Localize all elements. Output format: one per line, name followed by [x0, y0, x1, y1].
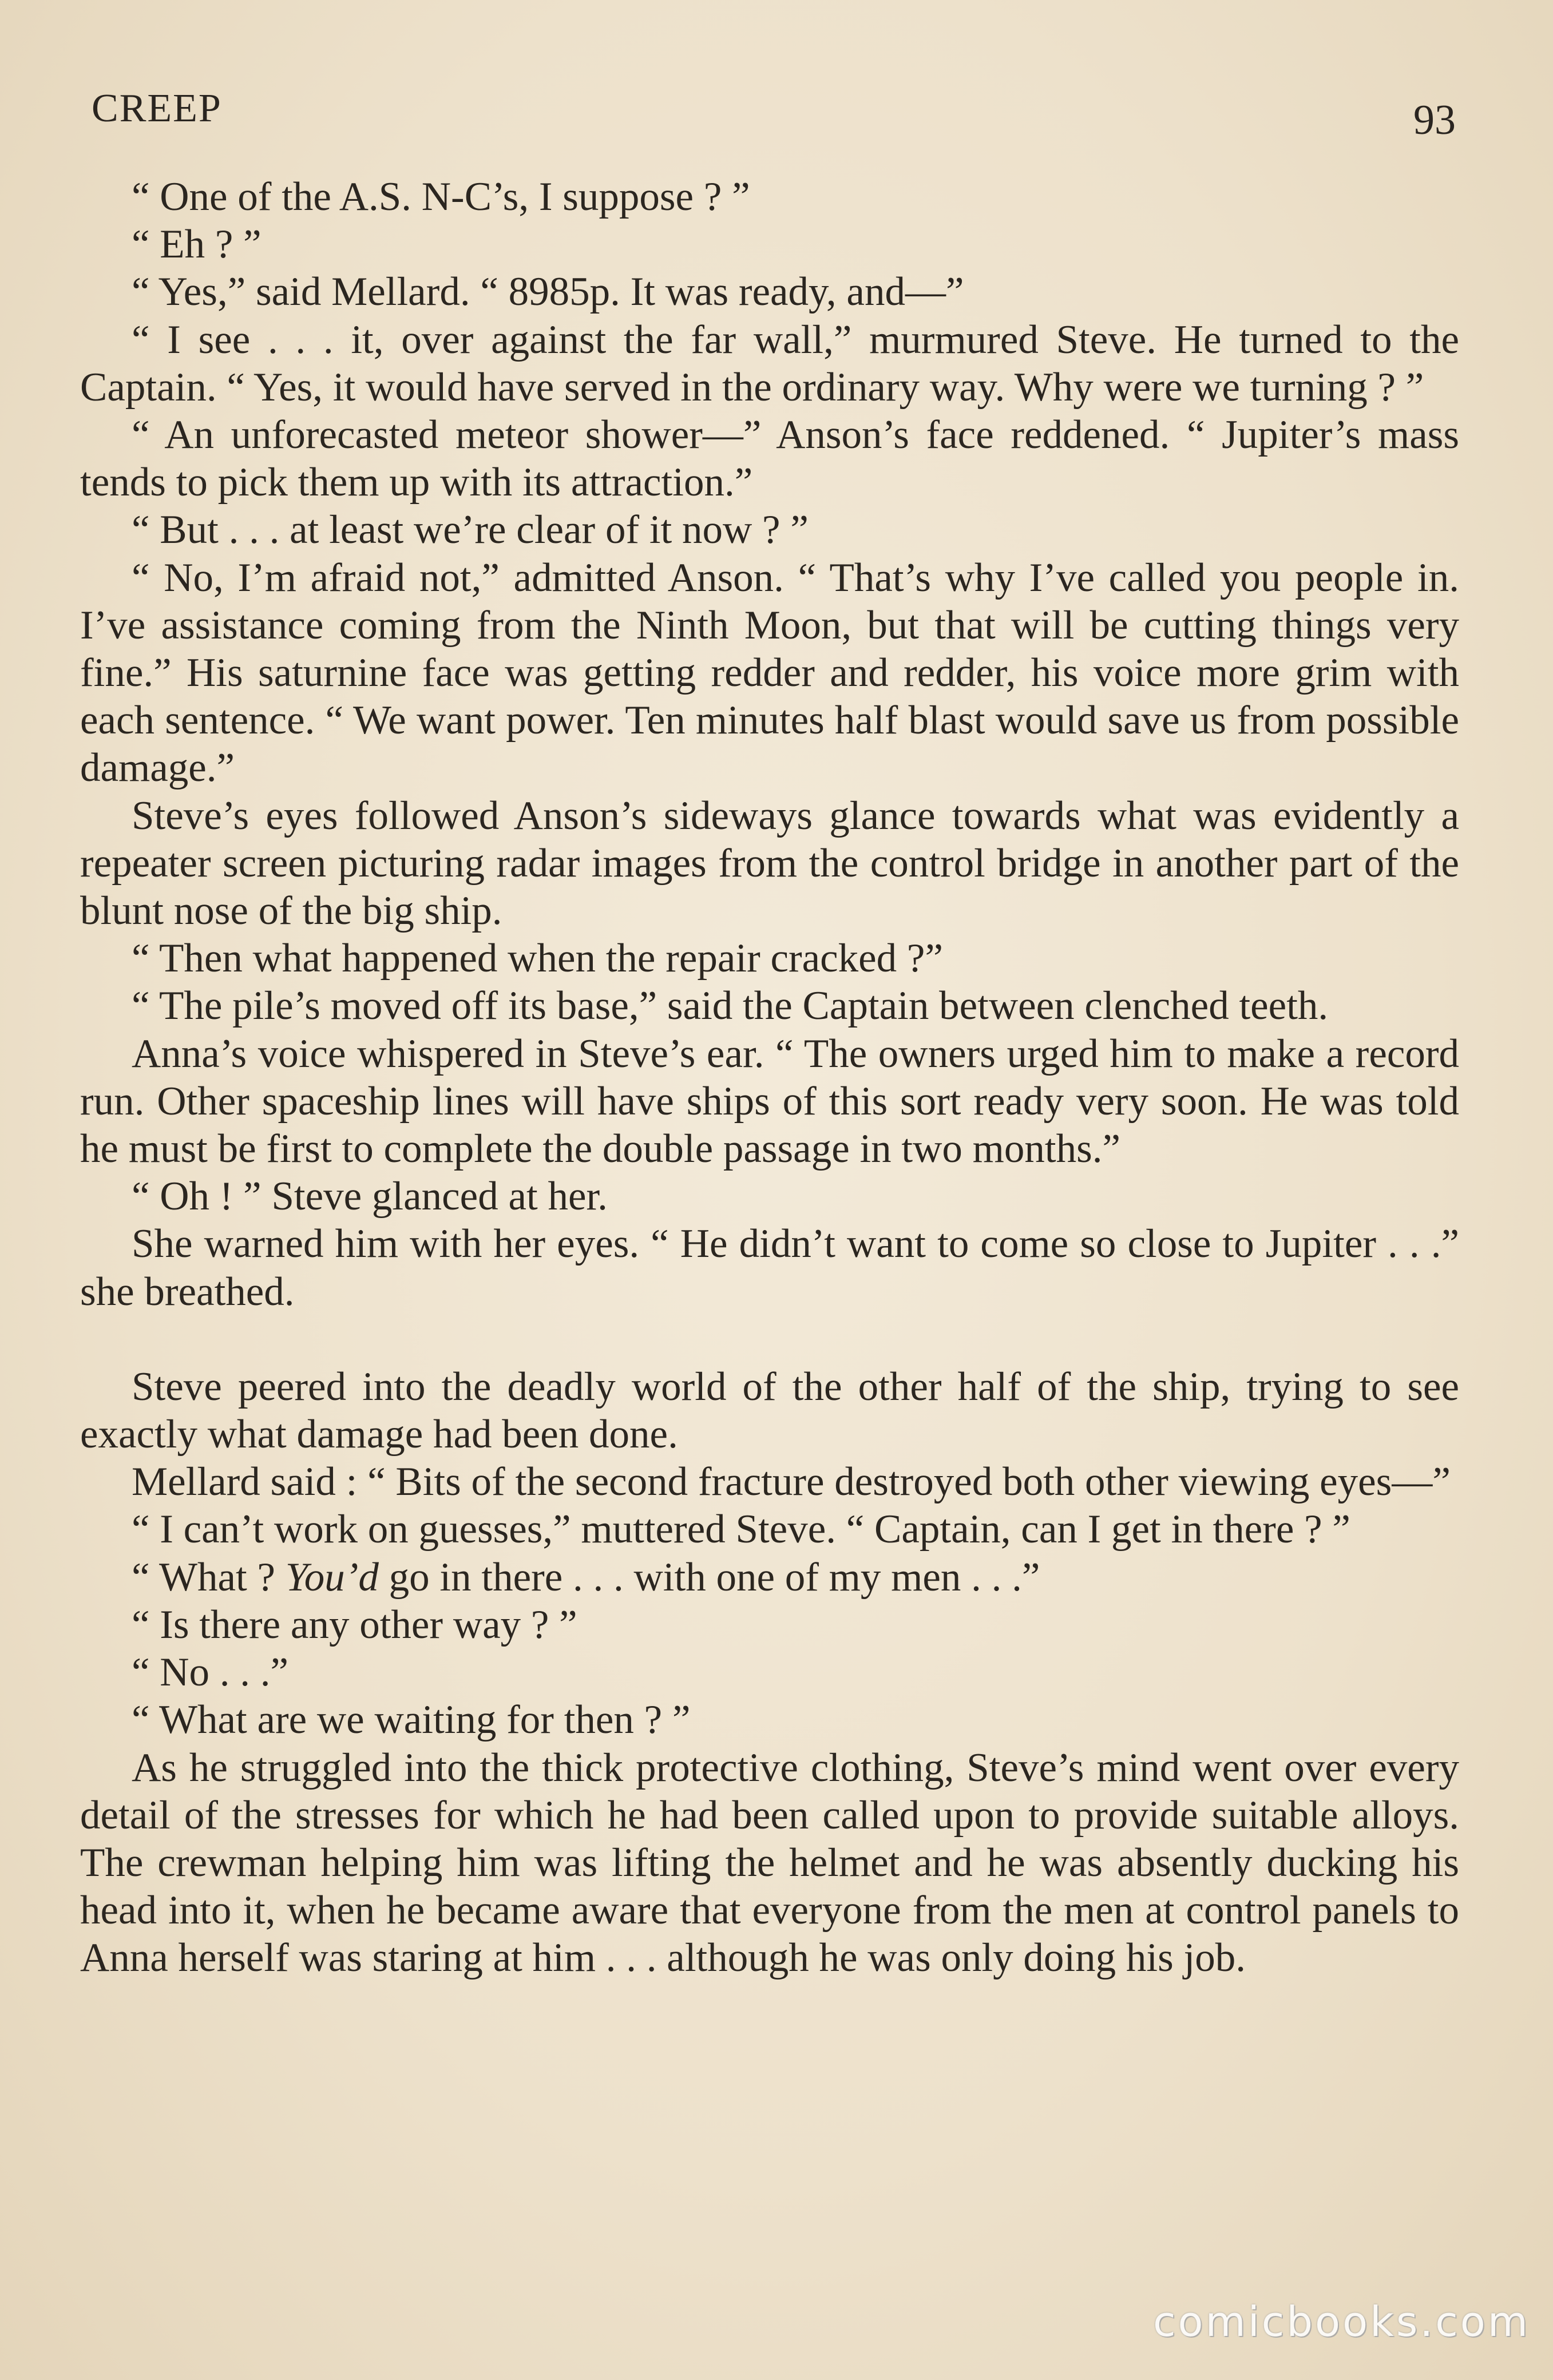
paragraph: “ Then what happened when the repair cracked ?” [132, 936, 943, 981]
paragraph: “ Yes,” said Mellard. “ 8985p. It was ready, and—” [132, 269, 964, 315]
paragraph: “ The pile’s moved off its base,” said the Captain between clenched teeth. [132, 983, 1329, 1029]
paragraph: “ I see . . . it, over against the far wall,” murmured Steve. He turned to the Captain. “ Yes, it would have served in the ordinary way. Why were we turning ? ” [80, 317, 1459, 410]
paragraph: “ Oh ! ” Steve glanced at her. [132, 1174, 608, 1219]
running-head: CREEP [92, 86, 222, 130]
paragraph: Mellard said : “ Bits of the second fracture destroyed both other viewing eyes—” [132, 1459, 1451, 1505]
section-break [80, 1316, 1459, 1363]
paragraph: Anna’s voice whispered in Steve’s ear. “ The owners urged him to make a record run. Other spaceship lines will have ships of this sort ready very soon. He was told he must be first to complete the double passage in two months.” [80, 1031, 1459, 1172]
paragraph: Steve’s eyes followed Anson’s sideways glance towards what was evidently a repeater screen picturing radar images from the control bridge in another part of the blunt nose of the big ship. [80, 793, 1459, 934]
watermark-logo: comicbooks.com [1152, 2298, 1530, 2346]
paragraph-text: go in there . . . with one of my men . . .” [378, 1554, 1040, 1600]
paragraph: “ No . . .” [132, 1650, 289, 1695]
emphasized-word: You’d [285, 1554, 379, 1600]
paragraph: “ But . . . at least we’re clear of it now ? ” [132, 507, 809, 553]
paragraph: Steve peered into the deadly world of the other half of the ship, trying to see exactly what damage had been done. [80, 1364, 1459, 1457]
paragraph: “ No, I’m afraid not,” admitted Anson. “ That’s why I’ve called you people in. I’ve assistance coming from the Ninth Moon, but that will be cutting things very fine.” His saturnine face was getting redder and redder, his voice more grim with each sentence. “ We want power. Ten minutes half blast would save us from possible damage.” [80, 555, 1459, 791]
paragraph: “ Is there any other way ? ” [132, 1602, 577, 1647]
body-text [80, 173, 1459, 1982]
page-number: 93 [1413, 97, 1456, 144]
paragraph: “ I can’t work on guesses,” muttered Steve. “ Captain, can I get in there ? ” [132, 1507, 1350, 1552]
paragraph: She warned him with her eyes. “ He didn’t want to come so close to Jupiter . . .” she breathed. [80, 1221, 1459, 1314]
paragraph: “ What are we waiting for then ? ” [132, 1697, 691, 1743]
paragraph [80, 1554, 1459, 1601]
paragraph: “ An unforecasted meteor shower—” Anson’s face reddened. “ Jupiter’s mass tends to pick them up with its attraction.” [80, 412, 1459, 505]
paragraph: “ One of the A.S. N-C’s, I suppose ? ” [132, 174, 750, 219]
paragraph: “ Eh ? ” [132, 222, 262, 267]
paragraph-text: “ What ? [132, 1554, 286, 1600]
paragraph: As he struggled into the thick protective clothing, Steve’s mind went over every detail of the stresses for which he had been called upon to provide suitable alloys. The crewman helping him was lifting the helmet and he was absently ducking his head into it, when he became aware that everyone from the men at control panels to Anna herself was staring at him . . . although he was only doing his job. [80, 1745, 1459, 1981]
